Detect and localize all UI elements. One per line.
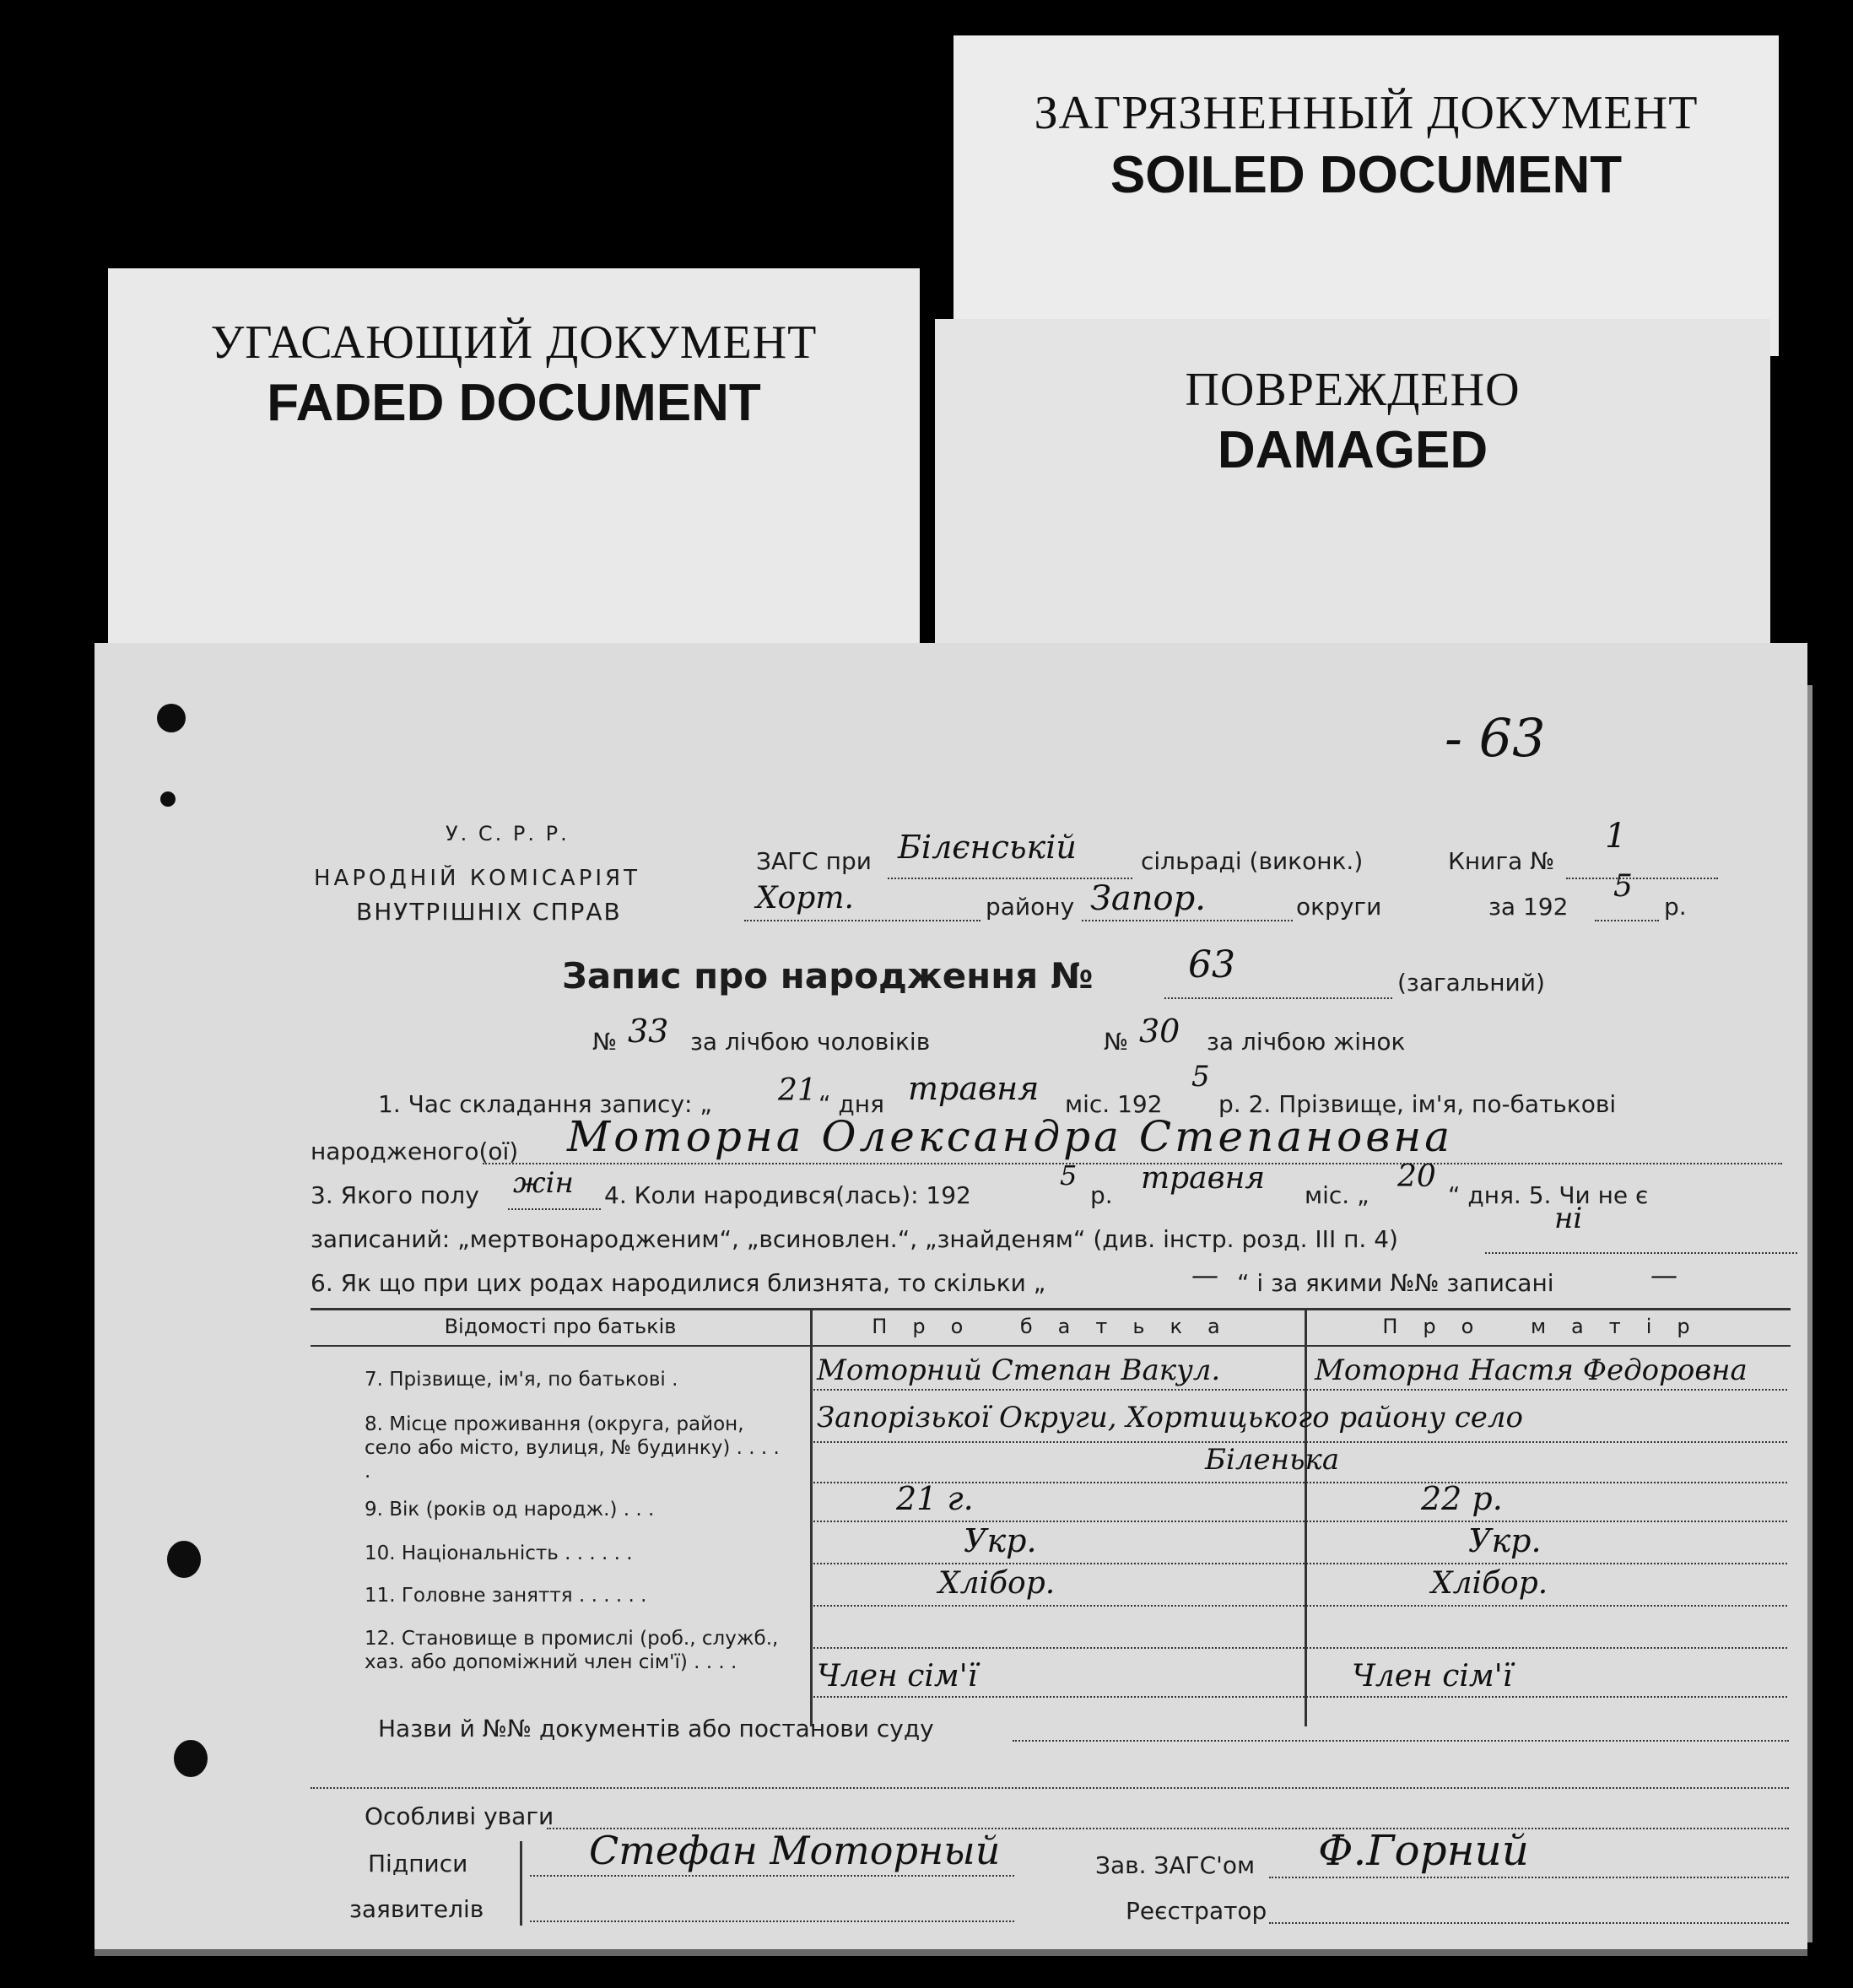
faded-en: FADED DOCUMENT bbox=[267, 374, 761, 432]
field-line bbox=[744, 920, 981, 921]
col-father-header: Про батька bbox=[872, 1315, 1245, 1338]
field-line bbox=[1485, 1252, 1797, 1254]
table-header-border bbox=[311, 1345, 1791, 1347]
newborn-name: Моторна Олександра Степановна bbox=[567, 1112, 1454, 1161]
twins-count: — bbox=[1191, 1259, 1218, 1291]
born-month: травня bbox=[1141, 1161, 1266, 1196]
documents-label: Назви й №№ документів або постанови суду bbox=[378, 1715, 934, 1742]
field-line bbox=[483, 1163, 1782, 1164]
born-label: 4. Коли народився(лась): 192 bbox=[604, 1181, 971, 1209]
zags-value: Білєнській bbox=[898, 829, 1077, 866]
applicant-signature: Стефан Моторный bbox=[589, 1828, 1001, 1873]
field-line bbox=[813, 1647, 1787, 1649]
column-divider bbox=[810, 1308, 813, 1726]
row-residence-label: 8. Місце проживання (округа, район, село або місто, вулиця, № будинку) . . . . . bbox=[365, 1413, 780, 1483]
col-mother-header: Про матір bbox=[1382, 1315, 1715, 1338]
field-line bbox=[813, 1441, 1787, 1443]
head-signature: Ф.Горний bbox=[1318, 1826, 1529, 1875]
field-line bbox=[1269, 1877, 1789, 1878]
twins-rest: “ і за якими №№ записані bbox=[1237, 1269, 1554, 1297]
soiled-document-card bbox=[954, 35, 1779, 356]
field-line bbox=[1566, 878, 1718, 879]
head-label: Зав. ЗАГС'ом bbox=[1095, 1851, 1256, 1879]
field-line bbox=[813, 1521, 1787, 1522]
row-status-mother: Член сім'ї bbox=[1352, 1659, 1513, 1694]
year-label: за 192 bbox=[1488, 893, 1569, 921]
row-name-father: Моторний Степан Вакул. bbox=[817, 1353, 1221, 1387]
time-of-record-label: 1. Час складання запису: „ bbox=[378, 1090, 712, 1118]
row-age-mother: 22 р. bbox=[1421, 1480, 1503, 1517]
row-occupation-label: 11. Головне заняття . . . . . . bbox=[365, 1585, 647, 1607]
district-value: Хорт. bbox=[756, 881, 854, 916]
row-residence-father: Запорізької Округи, Хортицького району село bbox=[817, 1401, 1523, 1434]
punch-hole bbox=[157, 704, 186, 732]
damaged-en: DAMAGED bbox=[1217, 421, 1488, 479]
punch-hole bbox=[167, 1541, 201, 1578]
sex-label: 3. Якого полу bbox=[311, 1181, 479, 1209]
record-rest: р. 2. Прізвище, ім'я, по-батькові bbox=[1218, 1090, 1617, 1118]
field-line bbox=[1013, 1740, 1789, 1742]
field-line bbox=[508, 1208, 601, 1210]
record-title: Запис про народження № bbox=[562, 955, 1094, 997]
field-line bbox=[1082, 920, 1293, 921]
field-line bbox=[813, 1696, 1787, 1698]
signatures-label: Підписи bbox=[368, 1850, 468, 1877]
col-info-header: Відомості про батьків bbox=[444, 1315, 677, 1338]
record-number: 63 bbox=[1188, 943, 1235, 986]
page-number: - 63 bbox=[1445, 707, 1546, 769]
men-count: 33 bbox=[628, 1013, 669, 1050]
women-no: № bbox=[1104, 1028, 1129, 1056]
damaged-card bbox=[935, 319, 1770, 683]
column-divider bbox=[1305, 1308, 1307, 1726]
republic: У. С. Р. Р. bbox=[446, 822, 570, 845]
row-age-father: 21 г. bbox=[896, 1480, 974, 1517]
row-occupation-father: Хлібор. bbox=[938, 1566, 1056, 1601]
record-day-suffix: “ дня bbox=[818, 1090, 884, 1118]
men-label: за лічбою чоловіків bbox=[690, 1028, 931, 1056]
twins-numbers: — bbox=[1650, 1259, 1677, 1291]
field-line bbox=[813, 1389, 1787, 1391]
stillborn-value: ні bbox=[1554, 1202, 1583, 1235]
book-label: Книга № bbox=[1448, 847, 1555, 875]
field-line bbox=[1164, 997, 1392, 999]
sex-value: жін bbox=[513, 1166, 574, 1200]
soiled-en: SOILED DOCUMENT bbox=[1110, 146, 1623, 204]
birth-record-sheet bbox=[95, 643, 1807, 1956]
row-name-mother: Моторна Настя Федоровна bbox=[1315, 1353, 1748, 1387]
registrar-label: Реєстратор bbox=[1126, 1897, 1267, 1925]
record-day: 21 bbox=[778, 1073, 817, 1108]
okrug-value: Запор. bbox=[1090, 879, 1206, 918]
born-rest: “ дня. 5. Чи не є bbox=[1448, 1181, 1649, 1209]
newborn-label: народженого(ої) bbox=[311, 1137, 519, 1165]
punch-hole bbox=[160, 791, 176, 807]
women-count: 30 bbox=[1139, 1013, 1180, 1050]
soiled-ru: ЗАГРЯЗНЕННЫЙ ДОКУМЕНТ bbox=[1034, 87, 1699, 139]
zags-label: ЗАГС при bbox=[756, 847, 872, 875]
row-status-label: 12. Становище в промислі (роб., служб., хаз. або допоміжний член сім'ї) . . . . bbox=[365, 1628, 779, 1673]
signature-bracket bbox=[520, 1841, 522, 1926]
record-general: (загальний) bbox=[1397, 969, 1545, 997]
year-value: 5 bbox=[1613, 869, 1633, 904]
field-line bbox=[813, 1605, 1787, 1607]
field-line bbox=[530, 1920, 1014, 1922]
field-line bbox=[530, 1875, 1014, 1877]
row-age-label: 9. Вік (років од народж.) . . . bbox=[365, 1499, 655, 1521]
row-occupation-mother: Хлібор. bbox=[1431, 1566, 1548, 1601]
born-year: 5 bbox=[1060, 1159, 1078, 1191]
year-suffix: р. bbox=[1664, 893, 1687, 921]
row-nationality-mother: Укр. bbox=[1468, 1522, 1542, 1559]
okrug-label: округи bbox=[1296, 893, 1382, 921]
commissariat-line-2: ВНУТРІШНІХ СПРАВ bbox=[356, 898, 622, 926]
row-status-father: Член сім'ї bbox=[817, 1659, 978, 1694]
commissariat-line-1: НАРОДНІЙ КОМІСАРІЯТ bbox=[314, 866, 640, 891]
faded-document-card bbox=[108, 268, 920, 656]
record-month: травня bbox=[908, 1070, 1040, 1107]
record-mis: міс. 192 bbox=[1065, 1090, 1163, 1118]
born-mis: міс. „ bbox=[1305, 1181, 1369, 1209]
men-no: № bbox=[592, 1028, 618, 1056]
book-value: 1 bbox=[1605, 817, 1627, 856]
field-line bbox=[1269, 1922, 1789, 1924]
applicants-label: заявителів bbox=[349, 1895, 484, 1923]
district-label: району bbox=[986, 893, 1075, 921]
faded-ru: УГАСАЮЩИЙ ДОКУМЕНТ bbox=[210, 316, 818, 369]
born-day: 20 bbox=[1397, 1159, 1436, 1194]
council-label: сільраді (виконк.) bbox=[1141, 847, 1364, 875]
field-line bbox=[311, 1787, 1789, 1789]
notes-label: Особливі уваги bbox=[365, 1802, 554, 1830]
damaged-ru: ПОВРЕЖДЕНО bbox=[1185, 364, 1521, 416]
row-nationality-father: Укр. bbox=[964, 1522, 1037, 1559]
field-line bbox=[1595, 920, 1659, 921]
twins-label: 6. Як що при цих родах народилися близнята, то скільки „ bbox=[311, 1269, 1046, 1297]
row-residence-mother: Біленька bbox=[1205, 1443, 1340, 1477]
women-label: за лічбою жінок bbox=[1207, 1028, 1406, 1056]
punch-hole bbox=[174, 1740, 208, 1777]
born-r: р. bbox=[1090, 1181, 1113, 1209]
row-name-label: 7. Прізвище, ім'я, по батькові . bbox=[365, 1369, 678, 1391]
record-year: 5 bbox=[1191, 1060, 1210, 1094]
field-line bbox=[813, 1563, 1787, 1564]
row-nationality-label: 10. Національність . . . . . . bbox=[365, 1542, 633, 1564]
stillborn-label: записаний: „мертвонародженим“, „всиновлен.“, „знайденям“ (див. інстр. розд. III п. 4) bbox=[311, 1225, 1398, 1253]
